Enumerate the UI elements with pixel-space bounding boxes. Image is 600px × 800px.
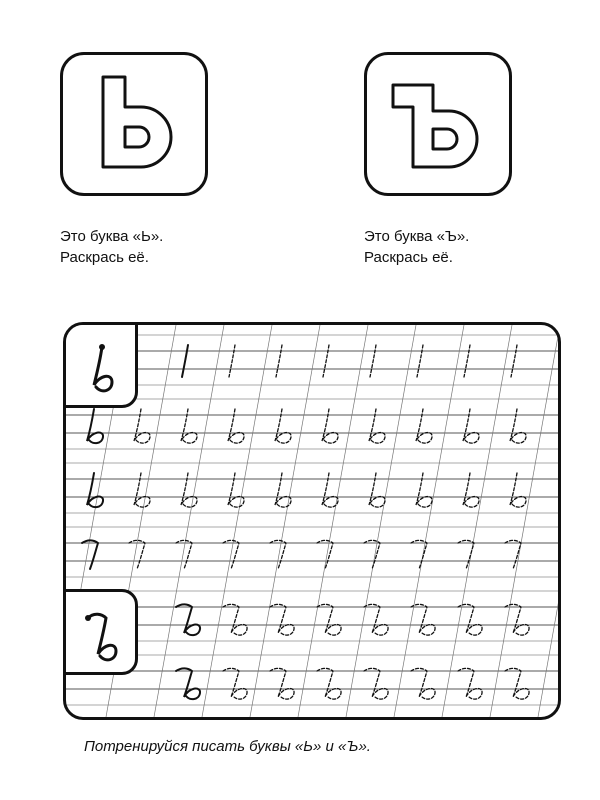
slant-guide-line <box>442 325 512 717</box>
tracing-letter <box>417 345 423 377</box>
handwriting-grid <box>66 325 558 717</box>
tracing-letter <box>416 473 432 507</box>
hard-sign-caption <box>364 226 469 268</box>
slant-guide-line <box>154 325 224 717</box>
tracing-letter <box>369 409 385 443</box>
tracing-letter <box>463 409 479 443</box>
tracing-letter <box>505 668 529 699</box>
soft-sign-caption-line1: Это буква «Ь». <box>60 228 164 245</box>
tracing-letter <box>87 409 103 443</box>
practice-sheet <box>63 322 561 720</box>
tracing-letter <box>223 668 247 699</box>
tracing-letter <box>223 604 247 635</box>
tracing-letter <box>505 604 529 635</box>
tracing-letter <box>364 668 388 699</box>
tracing-letter <box>229 345 235 377</box>
slant-guide-line <box>202 325 272 717</box>
sample-soft-sign-box <box>63 322 138 408</box>
tracing-letter <box>510 409 526 443</box>
tracing-letter <box>275 409 291 443</box>
tracing-letter <box>134 409 150 443</box>
tracing-letter <box>458 540 474 569</box>
soft-sign-caption <box>60 226 163 268</box>
hard-sign-caption-line2: Раскрась её. <box>364 249 453 266</box>
slant-guide-line <box>346 325 416 717</box>
cursive-hard-sign-icon <box>66 592 138 676</box>
tracing-letter <box>134 473 150 507</box>
tracing-letter <box>176 668 200 699</box>
tracing-letter <box>176 540 192 569</box>
tracing-letter <box>181 409 197 443</box>
tracing-letter <box>322 473 338 507</box>
hard-sign-letter-icon <box>367 55 509 193</box>
slant-guide-line <box>490 325 558 717</box>
tracing-letter <box>276 345 282 377</box>
tracing-letter <box>317 604 341 635</box>
tracing-letter <box>416 409 432 443</box>
tracing-letter <box>270 540 286 569</box>
slant-guide-line <box>394 325 464 717</box>
tracing-letter <box>364 604 388 635</box>
tracing-letter <box>228 409 244 443</box>
tracing-letter <box>458 668 482 699</box>
tracing-letter <box>505 540 521 569</box>
hard-sign-tile <box>364 52 512 196</box>
tracing-letter <box>228 473 244 507</box>
tracing-letter <box>411 604 435 635</box>
hard-sign-caption-line1: Это буква «Ъ». <box>364 228 470 245</box>
soft-sign-tile <box>60 52 208 196</box>
soft-sign-caption-line2: Раскрась её. <box>60 249 149 266</box>
tracing-letter <box>176 604 200 635</box>
tracing-letter <box>510 473 526 507</box>
tracing-letter <box>182 345 188 377</box>
tracing-letter <box>270 668 294 699</box>
tracing-letter <box>511 345 517 377</box>
tracing-letter <box>364 540 380 569</box>
tracing-letter <box>369 473 385 507</box>
slant-guide-line <box>298 325 368 717</box>
tracing-letter <box>411 668 435 699</box>
tracing-letter <box>82 540 98 569</box>
slant-guide-line <box>538 325 558 717</box>
soft-sign-letter-icon <box>63 55 205 193</box>
tracing-letter <box>323 345 329 377</box>
tracing-letter <box>322 409 338 443</box>
cursive-soft-sign-icon <box>66 325 138 409</box>
tracing-letter <box>317 668 341 699</box>
tracing-letter <box>370 345 376 377</box>
tracing-letter <box>270 604 294 635</box>
tracing-letter <box>464 345 470 377</box>
tracing-letter <box>463 473 479 507</box>
sample-hard-sign-box <box>63 589 138 675</box>
slant-guide-line <box>250 325 320 717</box>
practice-instruction: Потренируйся писать буквы «Ь» и «Ъ». <box>84 738 371 755</box>
